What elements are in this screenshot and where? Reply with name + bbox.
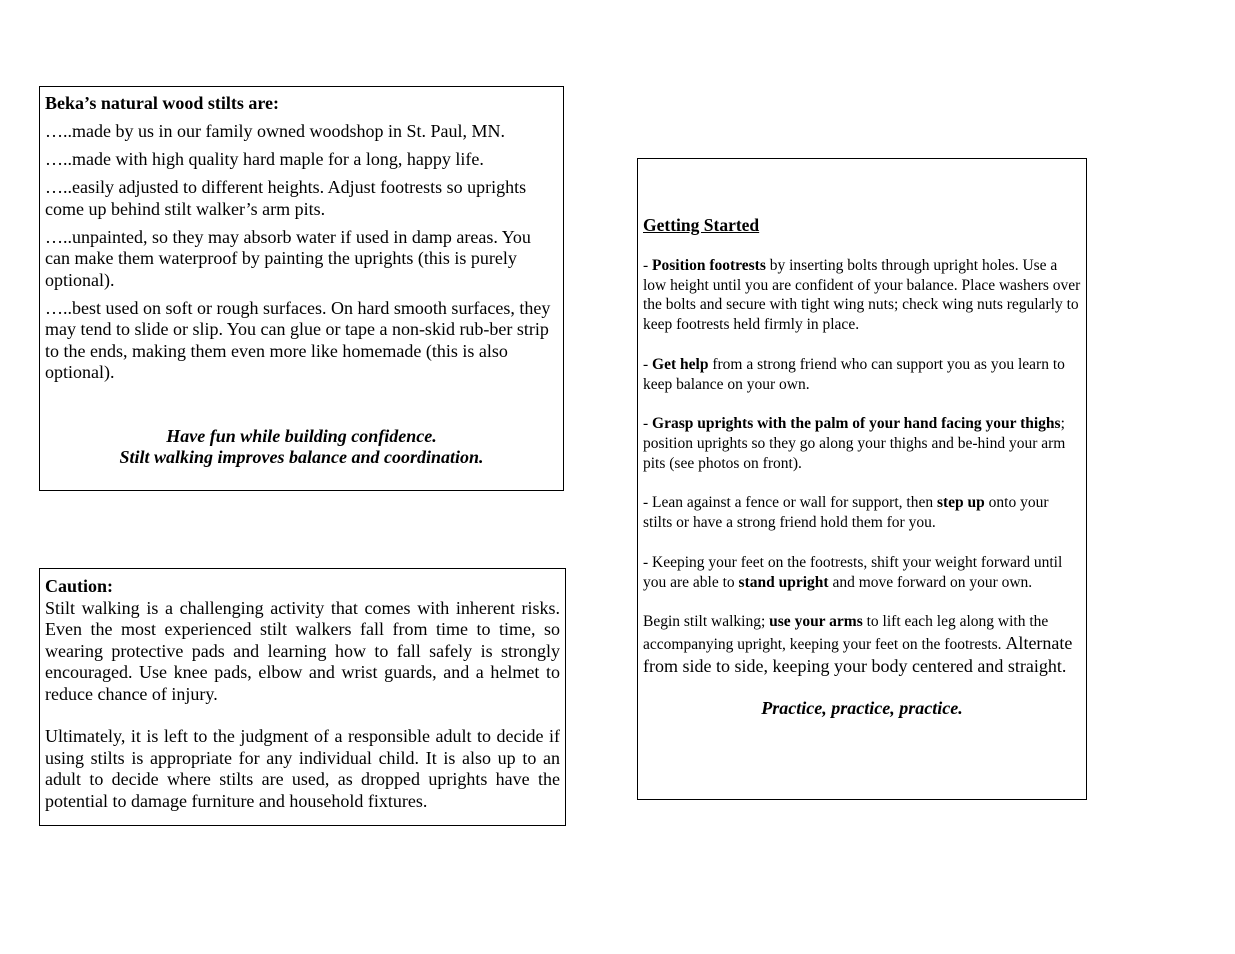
closing-line-2: Stilt walking improves balance and coordination. <box>119 447 484 467</box>
step-lead: Get help <box>652 355 709 373</box>
feature-item: …..made with high quality hard maple for a long, happy life. <box>45 149 484 169</box>
step-bullet: - <box>643 494 653 512</box>
step-text: onto your stilts or have a strong friend hold them for you. <box>643 494 1049 532</box>
step-item <box>643 355 1081 395</box>
feature-item: …..unpainted, so they may absorb water if used in damp areas. You can make them waterproof by painting the uprights (this is purely optional). <box>45 226 531 290</box>
caution-box <box>39 568 566 826</box>
step-bullet: - <box>643 256 653 274</box>
step-item <box>643 553 1081 593</box>
step-lead: Position footrests <box>652 256 766 274</box>
final-step-before: Begin stilt walking; <box>643 613 770 631</box>
feature-item: …..easily adjusted to different heights. Adjust footrests so uprights come up behind stilt walker’s arm pits. <box>45 177 527 219</box>
caution-paragraph-2: Ultimately, it is left to the judgment of a responsible adult to decide if using stilts is appropriate for any individual child. It is also up to an adult to decide where stilts are used, as dropped uprights have the potential to damage furniture and household fixtures. <box>45 726 560 811</box>
step-bullet: - <box>643 553 653 571</box>
step-item <box>643 414 1081 473</box>
caution-paragraph-1: Stilt walking is a challenging activity that comes with inherent risks. Even the most experienced stilt walkers fall from time to time, so wearing protective pads and learning how to fall safely is strongly encouraged. Use knee pads, elbow and wrist guards, and a helmet to reduce chance of injury. <box>45 597 560 704</box>
features-box <box>39 86 564 491</box>
caution-heading: Caution: <box>45 576 114 596</box>
final-step <box>643 612 1081 677</box>
step-text: and move forward on your own. <box>828 573 1033 591</box>
features-heading: Beka’s natural wood stilts are: <box>45 93 279 113</box>
step-bullet: - <box>643 355 653 373</box>
step-text-before: Lean against a fence or wall for support, then <box>652 494 937 512</box>
final-step-big-text: Alternate from side to side, keeping your body centered and straight. <box>643 632 1073 676</box>
final-step-text: to lift each leg along with the accompanying upright, keeping your feet on the footrests. <box>643 613 1049 653</box>
features-closing <box>45 426 558 469</box>
getting-started-title: Getting Started <box>643 215 760 235</box>
step-item <box>643 256 1081 335</box>
step-bullet: - <box>643 415 653 433</box>
step-text-before: Keeping your feet on the footrests, shift your weight forward until you are able to <box>643 553 1063 591</box>
step-text: by inserting bolts through upright holes. Use a low height until you are confident of your balance. Place washers over the bolts and secure with tight wing nuts; check wing nuts regularly to keep footrests held firmly in place. <box>643 256 1081 334</box>
step-lead: step up <box>936 494 985 512</box>
step-lead: Grasp uprights with the palm of your hand facing your thighs <box>652 415 1061 433</box>
feature-item: …..made by us in our family owned woodshop in St. Paul, MN. <box>45 121 505 141</box>
step-item <box>643 493 1081 533</box>
step-text: ; position uprights so they go along your thighs and be-hind your arm pits (see photos on front). <box>643 415 1066 472</box>
getting-started-closing: Practice, practice, practice. <box>761 697 963 718</box>
closing-line-1: Have fun while building confidence. <box>166 425 437 446</box>
feature-item: …..best used on soft or rough surfaces. On hard smooth surfaces, they may tend to slide or slip. You can glue or tape a non-skid rub-ber strip to the ends, making them even more like homemade (this is also optional). <box>45 297 551 382</box>
final-step-lead: use your arms <box>769 613 863 631</box>
step-lead: stand upright <box>738 573 829 591</box>
getting-started-box <box>637 158 1087 800</box>
step-text: from a strong friend who can support you as you learn to keep balance on your own. <box>643 355 1065 393</box>
